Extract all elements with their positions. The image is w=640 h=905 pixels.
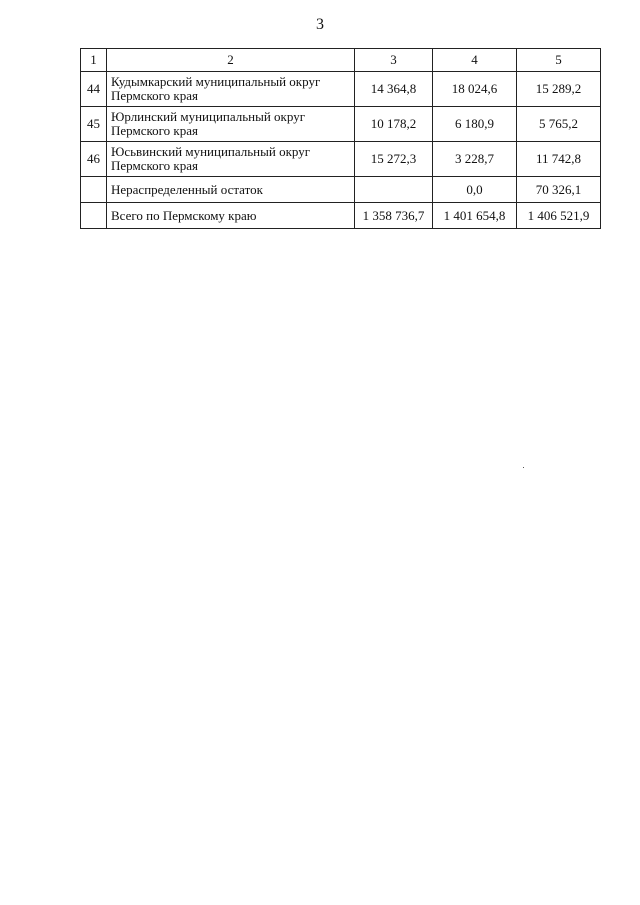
header-cell-3: 3 (355, 49, 433, 72)
value-col4: 3 228,7 (433, 142, 517, 177)
municipality-name (107, 72, 355, 107)
total-col3: 1 358 736,7 (355, 203, 433, 229)
row-number: 44 (81, 72, 107, 107)
value-col4: 6 180,9 (433, 107, 517, 142)
total-col5: 1 406 521,9 (517, 203, 601, 229)
municipality-name (107, 142, 355, 177)
municipality-name-line1: Юсьвинский муниципальный округ (111, 144, 311, 159)
scan-speck (523, 467, 524, 468)
row-number: 45 (81, 107, 107, 142)
value-col5: 70 326,1 (517, 177, 601, 203)
value-col3: 15 272,3 (355, 142, 433, 177)
row-number (81, 177, 107, 203)
header-cell-5: 5 (517, 49, 601, 72)
municipality-name (107, 107, 355, 142)
row-number (81, 203, 107, 229)
municipality-name-line2: Пермского края (111, 88, 198, 103)
value-col4: 0,0 (433, 177, 517, 203)
value-col5: 5 765,2 (517, 107, 601, 142)
municipality-name-line2: Пермского края (111, 123, 198, 138)
budget-table (80, 48, 601, 229)
value-col3 (355, 177, 433, 203)
unallocated-row (81, 177, 601, 203)
total-row (81, 203, 601, 229)
row-number: 46 (81, 142, 107, 177)
table-row (81, 72, 601, 107)
value-col4: 18 024,6 (433, 72, 517, 107)
unallocated-label: Нераспределенный остаток (107, 177, 355, 203)
value-col3: 14 364,8 (355, 72, 433, 107)
page-number: 3 (316, 16, 324, 33)
municipality-name-line1: Кудымкарский муниципальный округ (111, 74, 321, 89)
value-col5: 11 742,8 (517, 142, 601, 177)
header-cell-1: 1 (81, 49, 107, 72)
municipality-name-line2: Пермского края (111, 158, 198, 173)
value-col5: 15 289,2 (517, 72, 601, 107)
table-header-row (81, 49, 601, 72)
table-row (81, 142, 601, 177)
value-col3: 10 178,2 (355, 107, 433, 142)
total-col4: 1 401 654,8 (433, 203, 517, 229)
table-row (81, 107, 601, 142)
total-label: Всего по Пермскому краю (107, 203, 355, 229)
municipality-name-line1: Юрлинский муниципальный округ (111, 109, 306, 124)
header-cell-2: 2 (107, 49, 355, 72)
header-cell-4: 4 (433, 49, 517, 72)
